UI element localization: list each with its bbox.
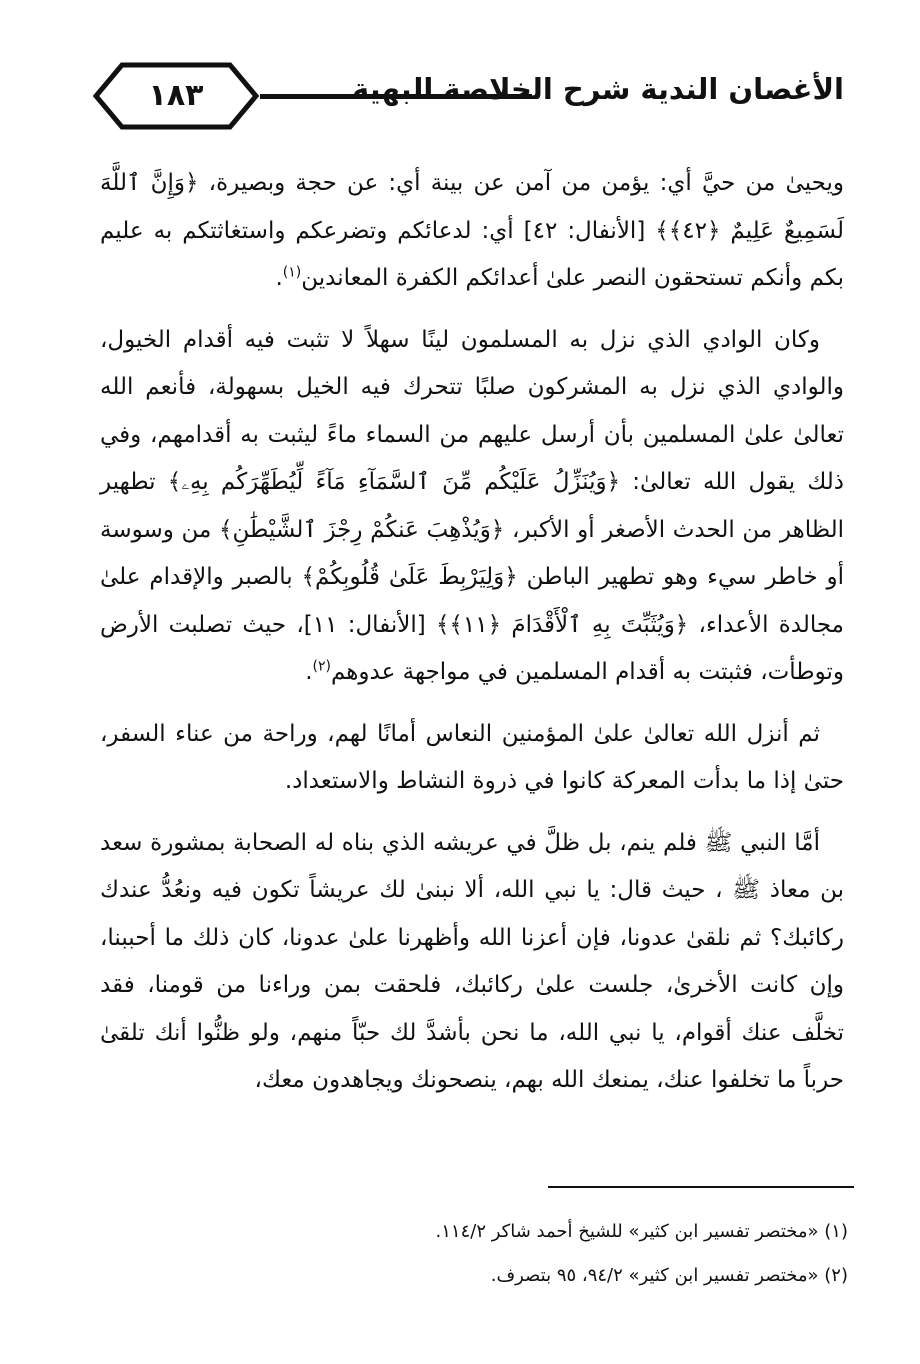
- paragraph-text: وكان الوادي الذي نزل به المسلمون لينًا سهلاً لا تثبت فيه أقدام الخيول، والوادي الذي نزل به المشركون صلبًا تتحرك فيه الخيل بسهولة، فأنعم الله تعالىٰ علىٰ المسلمين بأن أرسل عليهم من السماء ماءً ليثبت به أقدامهم، وفي ذلك يقول الله تعالىٰ: ﴿وَيُنَزِّلُ عَلَيْكُم مِّنَ ٱلسَّمَآءِ مَآءً لِّيُطَهِّرَكُم بِهِۦ﴾ تطهير الظاهر من الحدث الأصغر أو الأكبر، ﴿وَيُذْهِبَ عَنكُمْ رِجْزَ ٱلشَّيْطَٰنِ﴾ من وسوسة أو خاطر سيء وهو تطهير الباطن ﴿وَلِيَرْبِطَ عَلَىٰ قُلُوبِكُمْ﴾ بالصبر والإقدام علىٰ مجالدة الأعداء، ﴿وَيُثَبِّتَ بِهِ ٱلْأَقْدَامَ ﴿١١﴾﴾ [الأنفال: ١١]، حيث تصلبت الأرض وتوطأت، فثبتت به أقدام المسلمين في مواجهة عدوهم: [100, 326, 845, 685]
- paragraph-text: ثم أنزل الله تعالىٰ علىٰ المؤمنين النعاس أمانًا لهم، وراحة من عناء السفر، حتىٰ إذا ما بدأت المعركة كانوا في ذروة النشاط والاستعداد.: [100, 720, 844, 794]
- paragraph-tail: .: [275, 265, 283, 291]
- paragraph: [100, 820, 844, 1105]
- book-title: الأغصان الندية شرح الخلاصة البهية: [352, 72, 844, 106]
- paragraph-text: ويحيىٰ من حيَّ أي: يؤمن من آمن عن بينة أي: عن حجة وبصيرة، ﴿وَإِنَّ ٱللَّهَ لَسَمِيعٌ عَلِيمٌ ﴿٤٢﴾﴾ [الأنفال: ٤٢] أي: لدعائكم وتضرعكم واستغاثتكم به عليم بكم وأنكم تستحقون النصر علىٰ أعدائكم الكفرة المعاندين: [100, 170, 845, 291]
- footnote: (٢) «مختصر تفسير ابن كثير» ٩٤/٢، ٩٥ بتصرف.: [490, 1265, 848, 1286]
- paragraph-text: أمَّا النبي ﷺ فلم ينم، بل ظلَّ في عريشه الذي بناه له الصحابة بمشورة سعد بن معاذ ﷺ ، حيث قال: يا نبي الله، ألا نبنىٰ لك عريشاً تكون فيه ونعُدُّ عندك ركائبك؟ ثم نلقىٰ عدونا، فإن أعزنا الله وأظهرنا علىٰ عدونا، كان ذلك ما أحببنا، وإن كانت الأخرىٰ، جلست علىٰ ركائبك، فلحقت بمن وراءنا من قومنا، فقد تخلَّف عنك أقوام، يا نبي الله، ما نحن بأشدَّ لك حبّاً منهم، ولو ظنُّوا أنك تلقىٰ حرباً ما تخلفوا عنك، يمنعك الله بهم، ينصحونك ويجاهدون معك،: [100, 829, 844, 1093]
- footnotes: [200, 1210, 848, 1298]
- footnote-separator: [548, 1186, 854, 1188]
- footnote: (١) «مختصر تفسير ابن كثير» للشيخ أحمد شاكر ١١٤/٢.: [435, 1221, 848, 1242]
- page-number-badge: [92, 62, 260, 130]
- body-text: [100, 160, 844, 1105]
- paragraph-tail: .: [305, 659, 313, 685]
- footnote-ref[interactable]: (١): [282, 264, 302, 281]
- paragraph: [100, 711, 844, 806]
- page-number: ١٨٣: [148, 78, 204, 113]
- page-header: [92, 62, 844, 142]
- paragraph: [100, 160, 844, 303]
- paragraph: [100, 317, 844, 697]
- footnote-ref[interactable]: (٢): [312, 658, 331, 675]
